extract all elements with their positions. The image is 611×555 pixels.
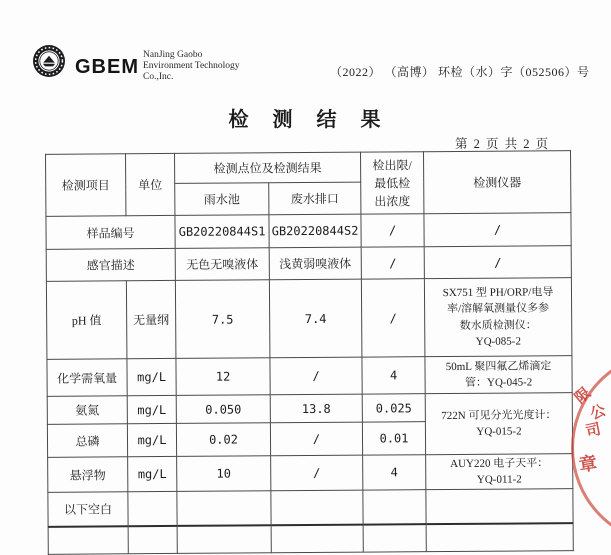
cell-limit-value: 4 bbox=[363, 455, 426, 490]
company-name-line-3: Co.,Inc. bbox=[143, 71, 174, 82]
cell-limit-value: / bbox=[361, 279, 425, 357]
col-header-unit: 单位 bbox=[126, 153, 175, 215]
seal-character: 限 bbox=[572, 385, 595, 408]
cell-unit: mg/L bbox=[127, 395, 176, 423]
seal-character: 公 bbox=[588, 402, 609, 424]
cell-empty bbox=[426, 489, 573, 524]
cell-rain-value: 10 bbox=[177, 456, 271, 492]
col-header-instrument: 检测仪器 bbox=[424, 151, 571, 214]
company-name bbox=[143, 50, 240, 82]
cell-label: 感官描述 bbox=[46, 248, 175, 281]
cell-empty bbox=[271, 524, 363, 553]
row-empty-partial bbox=[48, 523, 573, 555]
cell-waste-value: 13.8 bbox=[270, 394, 362, 423]
cell-limit-value: 0.025 bbox=[362, 394, 425, 422]
cell-instrument: 50mL 聚四氟乙烯滴定 管：YQ-045-2 bbox=[425, 356, 572, 394]
logo-text: GBEM bbox=[75, 56, 139, 78]
cell-rain-value: 7.5 bbox=[175, 280, 270, 359]
seal-character: 司 bbox=[584, 421, 603, 441]
cell-label: 以下空白 bbox=[48, 492, 128, 527]
cell-empty bbox=[177, 491, 271, 526]
cell-unit: mg/L bbox=[127, 423, 176, 456]
cell-limit-value: 0.01 bbox=[362, 422, 425, 455]
cell-instrument: / bbox=[424, 213, 571, 247]
company-seal bbox=[571, 351, 611, 545]
page-title: 检测结果 bbox=[228, 109, 405, 131]
company-logo-icon bbox=[32, 44, 66, 78]
cell-unit: 无量纲 bbox=[126, 280, 176, 358]
cell-instrument: / bbox=[424, 246, 571, 279]
cell-instrument: SX751 型 PH/ORP/电导 率/溶解氧测量仪多参 数水质检测仪： YQ-085-2 bbox=[424, 278, 572, 357]
cell-limit-value: / bbox=[361, 247, 424, 279]
cell-rain-value: 无色无嗅液体 bbox=[175, 248, 269, 281]
header-row-1 bbox=[46, 151, 571, 185]
cell-label: 化学需氧量 bbox=[47, 359, 127, 397]
row-cod bbox=[47, 356, 572, 397]
cell-limit-value: / bbox=[361, 214, 424, 247]
cell-empty bbox=[128, 491, 177, 525]
cell-rain-value: 0.050 bbox=[176, 395, 270, 424]
company-name-line-2: Environment Technology bbox=[143, 60, 240, 71]
row-ph bbox=[46, 278, 572, 360]
row-suspended-solids bbox=[48, 454, 573, 493]
cell-label: 样品编号 bbox=[46, 215, 175, 249]
results-table bbox=[45, 150, 574, 555]
cell-waste-value: / bbox=[270, 422, 362, 456]
cell-waste-value: 7.4 bbox=[269, 279, 362, 358]
cell-empty bbox=[48, 526, 128, 555]
cell-label: pH 值 bbox=[46, 281, 127, 360]
cell-waste-value: / bbox=[271, 455, 363, 491]
cell-empty bbox=[177, 525, 271, 554]
col-header-item: 检测项目 bbox=[46, 154, 126, 217]
cell-label: 总磷 bbox=[47, 424, 127, 458]
cell-rain-value: 12 bbox=[176, 358, 270, 396]
cell-empty bbox=[426, 523, 573, 552]
col-header-points-group: 检测点位及检测结果 bbox=[175, 152, 361, 183]
seal-character: 章 bbox=[577, 452, 599, 476]
cell-waste-value: / bbox=[270, 357, 362, 395]
company-name-line-1: NanJing Gaobo bbox=[143, 50, 203, 60]
col-header-detection-limit: 检出限/ 最低检 出浓度 bbox=[361, 152, 424, 214]
cell-rain-value: 0.02 bbox=[176, 423, 270, 457]
cell-waste-value: 浅黄弱嗅液体 bbox=[269, 247, 361, 280]
cell-instrument: 722N 可见分光光度计： YQ-015-2 bbox=[425, 393, 572, 455]
document-number: （2022） （高博） 环检（水）字（052506）号 bbox=[330, 65, 590, 79]
row-ammonia bbox=[47, 393, 572, 425]
company-logo bbox=[32, 44, 66, 78]
cell-label: 悬浮物 bbox=[48, 457, 128, 493]
cell-empty bbox=[128, 525, 177, 553]
col-header-rain-pool: 雨水池 bbox=[175, 183, 269, 216]
cell-waste-value: GB20220844S2 bbox=[269, 214, 361, 248]
cell-empty bbox=[271, 490, 363, 525]
row-sensory bbox=[46, 246, 571, 282]
row-sample-number bbox=[46, 213, 571, 250]
cell-empty bbox=[363, 490, 426, 524]
row-blank-below bbox=[48, 489, 573, 527]
page-indicator: 第 2 页 共 2 页 bbox=[455, 137, 550, 151]
cell-unit: mg/L bbox=[128, 456, 177, 491]
cell-label: 氨氮 bbox=[47, 396, 127, 425]
cell-limit-value: 4 bbox=[362, 357, 425, 394]
col-header-waste-outlet: 废水排口 bbox=[269, 182, 361, 215]
cell-rain-value: GB20220844S1 bbox=[175, 215, 269, 249]
cell-instrument: AUY220 电子天平： YQ-011-2 bbox=[426, 454, 573, 490]
cell-unit: mg/L bbox=[127, 358, 176, 395]
